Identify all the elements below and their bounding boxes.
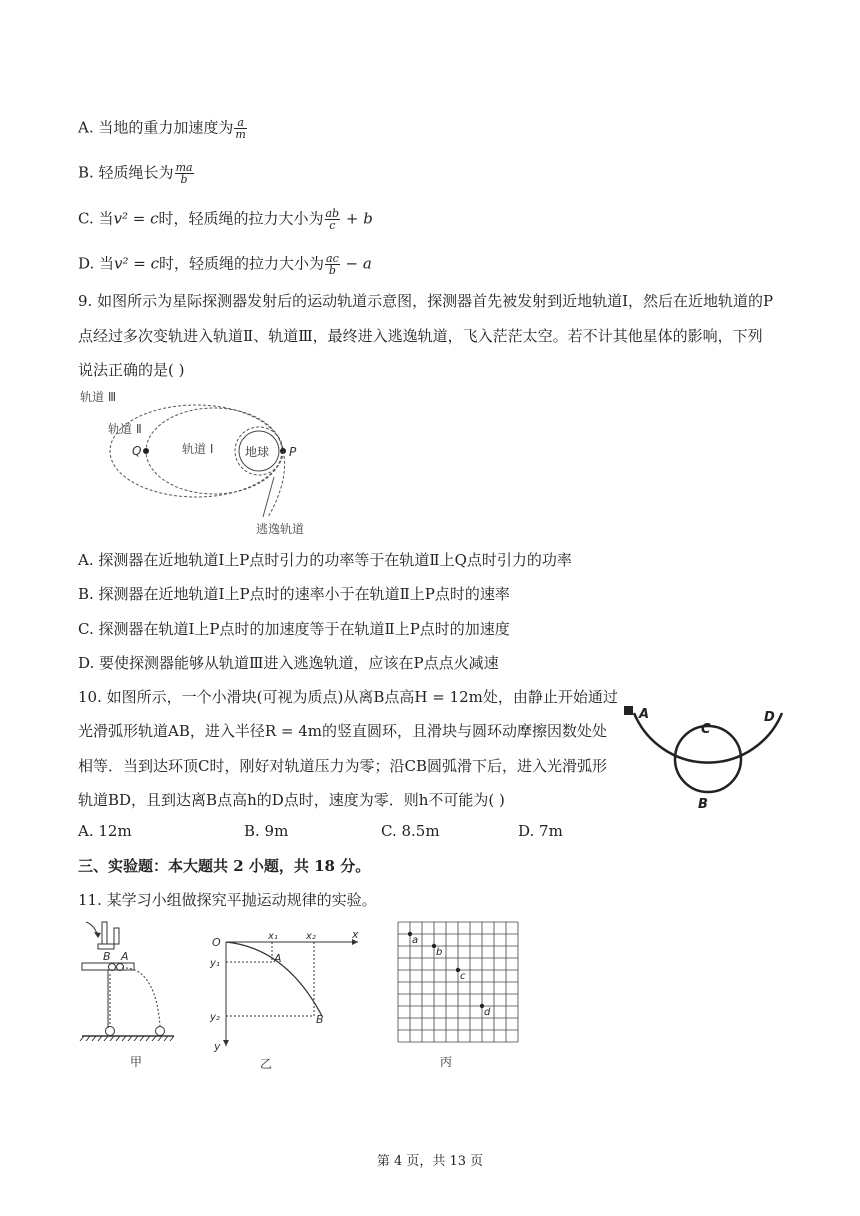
q10-option-a: A. 12m (78, 822, 132, 840)
y1-label: y₁ (210, 958, 220, 969)
grid-point-b-label: b (436, 947, 443, 958)
grid-figure-bing (396, 920, 520, 1072)
q8-option-b-text: B. 轻质绳长为 (78, 163, 174, 182)
q8-option-c-mid: 时，轻质绳的拉力大小为 (158, 209, 324, 228)
q10-stem-line-2: 光滑弧形轨道AB，进入半径R = 4m的竖直圆环，且滑块与圆环动摩擦因数处处 (78, 722, 608, 740)
escape-label: 逃逸轨道 (256, 522, 305, 536)
q8-option-c (78, 208, 373, 231)
fraction-numerator: ab (325, 207, 340, 220)
orbit2-label: 轨道 Ⅱ (108, 422, 142, 436)
caption-jia: 甲 (130, 1055, 143, 1069)
fraction-denominator: b (328, 264, 336, 277)
label-a: A (639, 707, 650, 722)
grid-point-d-label: d (484, 1007, 491, 1018)
q9-option-a: A. 探测器在近地轨道Ⅰ上P点时引力的功率等于在轨道Ⅱ上Q点时引力的功率 (78, 551, 572, 569)
fraction-numerator: ac (326, 252, 339, 265)
ball-b-label: B (103, 950, 111, 963)
q8-option-d-fraction (325, 253, 340, 276)
point-b-label: B (316, 1013, 324, 1026)
grid-point-c-label: c (460, 971, 466, 982)
stand-post (114, 928, 119, 944)
q8-option-a-text: A. 当地的重力加速度为 (78, 118, 234, 137)
q8-option-a (78, 117, 248, 140)
y-axis-label: y (214, 1040, 221, 1053)
y2-label: y₂ (210, 1012, 220, 1023)
q8-option-c-math: v² = c (113, 209, 159, 228)
q10-stem-line-4: 轨道BD，且到达离B点高h的D点时，速度为零．则h不可能为( ) (78, 791, 505, 809)
grid-point-a-label: a (412, 935, 419, 946)
fraction-denominator: b (180, 173, 188, 186)
q9-option-b: B. 探测器在近地轨道Ⅰ上P点时的速率小于在轨道Ⅱ上P点时的速率 (78, 585, 510, 603)
label-c: C (701, 722, 711, 737)
section-heading: 三、实验题：本大题共 2 小题，共 18 分。 (78, 857, 371, 875)
platform (82, 963, 134, 970)
ball-b (109, 964, 116, 971)
q9-option-c: C. 探测器在轨道Ⅰ上P点时的加速度等于在轨道Ⅱ上P点时的加速度 (78, 620, 510, 638)
q9-stem-line-1: 9. 如图所示为星际探测器发射后的运动轨道示意图，探测器首先被发射到近地轨道Ⅰ，然后在近地轨道的P (78, 292, 774, 310)
page-footer: 第 4 页，共 13 页 (376, 1154, 484, 1169)
p-label: P (289, 445, 297, 459)
q8-option-b-fraction (175, 162, 194, 185)
x1-label: x₁ (268, 931, 278, 942)
hammer-head (98, 944, 114, 949)
ball-a-ground (156, 1027, 165, 1036)
hammer-shaft (102, 922, 107, 944)
q8-option-b (78, 162, 195, 185)
caption-yi: 乙 (260, 1057, 273, 1071)
ball-a-label: A (121, 950, 129, 963)
apparatus-figure-jia (78, 916, 198, 1072)
q-label: Q (132, 444, 142, 458)
q11-stem: 11. 某学习小组做探究平抛运动规律的实验。 (78, 891, 377, 909)
track-arc (634, 713, 782, 763)
orbit1-label: 轨道 Ⅰ (182, 442, 214, 456)
origin-label: O (212, 936, 221, 949)
orbit-diagram (78, 385, 338, 540)
q10-stem-line-1: 10. 如图所示，一个小滑块(可视为质点)从离B点高H = 12m处，由静止开始通过 (78, 688, 618, 706)
fraction-denominator: m (235, 128, 246, 141)
fraction-denominator: c (329, 219, 336, 232)
q8-option-a-fraction (234, 117, 246, 140)
ball-a-path (122, 968, 160, 1026)
q10-option-d: D. 7m (518, 822, 563, 840)
slider-block (624, 706, 633, 715)
q10-option-c: C. 8.5m (381, 822, 440, 840)
label-b: B (698, 797, 708, 812)
q-point (143, 448, 149, 454)
trajectory-graph-yi (206, 928, 366, 1072)
q10-option-b: B. 9m (244, 822, 289, 840)
q8-option-c-fraction (325, 208, 341, 231)
q8-option-d-math: v² = c (114, 254, 160, 273)
ball-b-ground (106, 1027, 115, 1036)
arrow-head-icon (94, 932, 101, 938)
x-axis-label: x (352, 928, 359, 941)
label-d: D (764, 710, 775, 725)
q8-option-d (78, 253, 372, 276)
escape-leader-line (263, 477, 274, 517)
x2-label: x₂ (306, 931, 316, 942)
q9-stem-line-2: 点经过多次变轨进入轨道Ⅱ、轨道Ⅲ，最终进入逃逸轨道，飞入茫茫太空。若不计其他星体的影响，下列 (78, 327, 763, 345)
q8-option-d-mid: 时，轻质绳的拉力大小为 (159, 254, 325, 273)
caption-bing: 丙 (440, 1055, 453, 1069)
fraction-numerator: a (234, 117, 246, 129)
q10-stem-line-3: 相等．当到达环顶C时，刚好对轨道压力为零；沿CB圆弧滑下后，进入光滑弧形 (78, 757, 607, 775)
ball-a (117, 964, 124, 971)
q8-option-c-pre: C. 当 (78, 209, 114, 228)
q9-stem-line-3: 说法正确的是( ) (78, 361, 185, 379)
q8-option-d-pre: D. 当 (78, 254, 115, 273)
orbit3-label: 轨道 Ⅲ (80, 390, 117, 404)
point-a-label: A (274, 952, 282, 965)
q9-option-d: D. 要使探测器能够从轨道Ⅲ进入逃逸轨道，应该在P点点火减速 (78, 654, 499, 672)
q8-option-c-post: + b (341, 209, 373, 228)
loop-track-diagram (612, 695, 792, 815)
fraction-numerator: ma (175, 161, 193, 174)
y-arrow-icon (223, 1040, 229, 1046)
q8-option-d-post: − a (340, 254, 372, 273)
earth-label: 地球 (245, 445, 270, 459)
